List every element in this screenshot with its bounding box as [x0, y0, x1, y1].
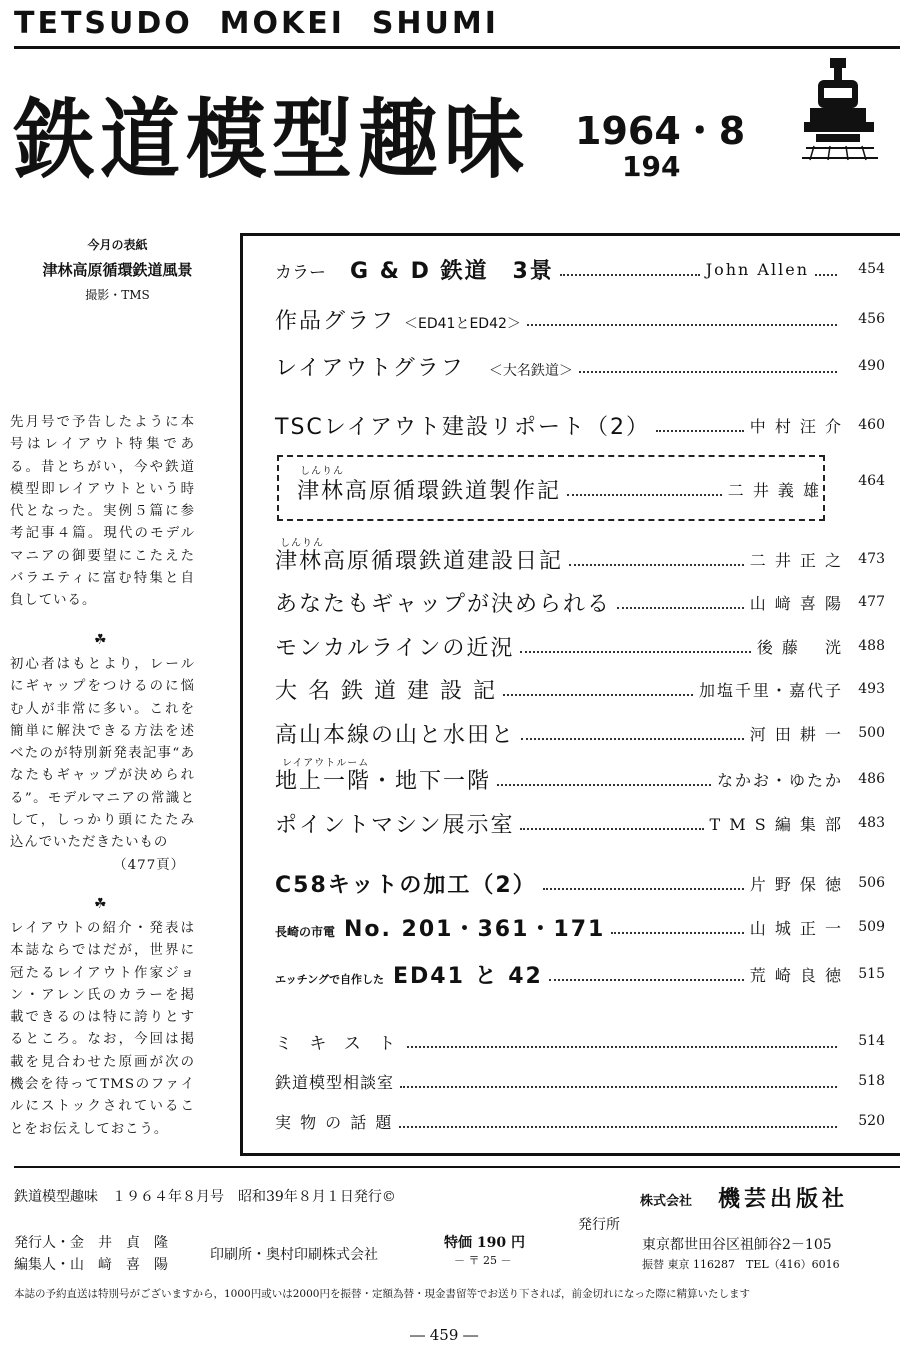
dot-leader	[520, 651, 750, 653]
toc-page: 506	[858, 875, 885, 891]
toc-title: あなたもギャップが決められる	[275, 591, 612, 617]
toc-page: 520	[858, 1113, 885, 1129]
toc-entry[interactable]	[275, 629, 885, 663]
toc-page: 464	[858, 473, 885, 489]
colophon-issue-line: 鉄道模型趣味 １９６４年８月号 昭和39年８月１日発行©	[14, 1189, 396, 1205]
toc-ruby: レイアウトルーム	[282, 758, 370, 769]
toc-title: モンカルラインの近況	[275, 635, 515, 661]
dot-leader	[503, 694, 693, 696]
publisher-address: 東京都世田谷区祖師谷2－105	[642, 1237, 832, 1253]
issue-date: 1964・8	[575, 109, 746, 153]
toc-title: TSCレイアウト建設リポート（2）	[275, 414, 651, 440]
publisher-type: 株式会社	[640, 1194, 693, 1209]
toc-page: 488	[858, 638, 885, 654]
toc-page: 460	[858, 417, 885, 433]
toc-author: John Allen	[705, 259, 809, 279]
toc-title: 津林高原循環鉄道製作記	[297, 478, 562, 504]
toc-entry[interactable]	[275, 408, 885, 442]
dot-leader	[400, 1086, 837, 1088]
publisher-contact: 振替 東京 116287 TEL（416）6016	[642, 1258, 840, 1271]
toc-title: ミ キ ス ト	[275, 1033, 402, 1054]
dot-leader	[407, 1046, 837, 1048]
toc-title: 長崎の市電 No. 201・361・171	[275, 916, 606, 942]
toc-ruby: しんりん	[280, 538, 324, 549]
dot-leader	[543, 888, 744, 890]
toc-entry[interactable]	[275, 252, 885, 286]
toc-entry[interactable]	[275, 957, 885, 991]
dot-leader	[617, 607, 744, 609]
price: 特価 190 円	[444, 1235, 525, 1251]
japanese-masthead: 鉄道模型趣味	[14, 89, 530, 190]
toc-author: 中 村 汪 介	[749, 416, 843, 436]
toc-author: 二 井 正 之	[749, 550, 843, 570]
cover-label: 今月の表紙	[87, 238, 148, 252]
publisher-person: 発行人・金 井 貞 隆	[14, 1235, 168, 1251]
dot-leader	[815, 274, 837, 276]
toc-title: 津林高原循環鉄道建設日記	[275, 548, 564, 574]
toc-entry[interactable]	[275, 1104, 885, 1138]
cover-info	[10, 236, 225, 303]
toc-title: エッチングで自作した ED41 と 42	[275, 963, 543, 989]
toc-page: 490	[858, 358, 885, 374]
toc-page: 486	[858, 771, 885, 787]
toc-entry[interactable]	[275, 1064, 885, 1098]
toc-author: 山 﨑 喜 陽	[749, 593, 843, 613]
editorial-paragraph-3: レイアウトの紹介・発表は本誌ならではだが，世界に冠たるレイアウト作家ジョン・アレン氏のカラーを掲載できるのは特に誇りとするところ。なお，今回は掲載を見合わせた原画が次の機会を待ってTMSのファイルにストックされていることをお伝えしておこう。	[10, 921, 195, 1137]
toc-author: 河 田 耕 一	[749, 724, 843, 744]
toc-entry[interactable]	[275, 806, 885, 840]
separator-icon: ☘	[94, 896, 107, 912]
publisher-name: 機芸出版社	[718, 1187, 849, 1212]
toc-author: T M S 編 集 部	[709, 814, 843, 834]
latin-masthead: TETSUDO MOKEI SHUMI	[14, 6, 499, 41]
toc-entry[interactable]	[275, 762, 885, 796]
toc-title: ポイントマシン展示室	[275, 812, 515, 838]
toc-author: 片 野 保 徳	[749, 874, 843, 894]
toc-entry[interactable]	[275, 910, 885, 944]
dot-leader	[567, 494, 722, 496]
postage: － 〒 25 －	[454, 1254, 512, 1267]
toc-title: 大 名 鉄 道 建 設 記	[275, 678, 497, 704]
toc-author: 二 井 義 雄	[727, 480, 821, 500]
issuer-label: 発行所	[578, 1217, 620, 1233]
toc-title: C58キットの加工（2）	[275, 872, 537, 898]
editorial-page-ref: （477頁）	[113, 857, 185, 873]
dot-leader	[521, 738, 744, 740]
toc-entry[interactable]	[275, 349, 885, 383]
dot-leader	[611, 932, 743, 934]
toc-entry[interactable]	[275, 542, 885, 576]
dot-leader	[399, 1126, 837, 1128]
toc-entry[interactable]	[275, 472, 885, 506]
steam-locomotive-logo-icon	[800, 54, 880, 164]
toc-author: 荒 崎 良 徳	[749, 965, 843, 985]
toc-entry[interactable]	[275, 716, 885, 750]
colophon-rule	[14, 1166, 900, 1168]
issue-number: 194	[622, 150, 681, 183]
dot-leader	[497, 784, 711, 786]
toc-page: 514	[858, 1033, 885, 1049]
separator-icon: ☘	[94, 632, 107, 648]
toc-author: 山 城 正 一	[749, 918, 843, 938]
toc-page: 483	[858, 815, 885, 831]
dot-leader	[560, 274, 700, 276]
toc-page: 493	[858, 681, 885, 697]
toc-page: 500	[858, 725, 885, 741]
toc-page: 515	[858, 966, 885, 982]
toc-author: 後 藤 洸	[756, 637, 843, 657]
editor-person: 編集人・山 﨑 喜 陽	[14, 1257, 168, 1273]
toc-title: カラー G & D 鉄道 3景	[275, 258, 554, 284]
toc-author: なかお・ゆたか	[716, 770, 843, 790]
cover-photo-credit: 撮影・TMS	[85, 288, 150, 302]
subscription-note: 本誌の予約直送は特別号がございますから，1000円或いは2000円を振替・定額為替・現金書留等でお送り下されば，前金切れになった際に精算いたします	[14, 1288, 750, 1300]
toc-page: 509	[858, 919, 885, 935]
toc-entry[interactable]	[275, 585, 885, 619]
dot-leader	[527, 324, 837, 326]
toc-page: 473	[858, 551, 885, 567]
dot-leader	[656, 430, 744, 432]
toc-author: 加塩千里・嘉代子	[698, 680, 843, 700]
toc-title: 作品グラフ ＜ED41とED42＞	[275, 308, 521, 334]
editorial-paragraph-1: 先月号で予告したように本号はレイアウト特集である。昔とちがい，今や鉄道模型即レイアウトという時代となった。実例５篇に参考記事４篇。現代のモデルマニアの御要望にこたえたバラエティに富む特集と自負している。	[10, 415, 195, 609]
page-number: ― 459 ―	[410, 1326, 479, 1344]
toc-page: 477	[858, 594, 885, 610]
toc-entry[interactable]	[275, 866, 885, 900]
editorial-paragraph-2	[10, 654, 195, 877]
toc-title: 地上一階・地下一階	[275, 768, 492, 794]
toc-page: 518	[858, 1073, 885, 1089]
toc-ruby: しんりん	[300, 466, 344, 477]
editorial-paragraph-2-text: 初心者はもとより，レールにギャップをつけるのに悩む人が非常に多い。これを簡単に解決できる方法を述べたのが特別新発表記事“あなたもギャップが決められる”。モデルマニアの常識として，しっかり頭にたたみ込んでいただきたいもの	[10, 657, 195, 851]
toc-entry[interactable]	[275, 1024, 885, 1058]
toc-page: 456	[858, 311, 885, 327]
cover-title: 津林高原循環鉄道風景	[42, 261, 193, 279]
toc-title: 鉄道模型相談室	[275, 1072, 395, 1092]
dot-leader	[549, 979, 744, 981]
dot-leader	[569, 564, 744, 566]
toc-title: 高山本線の山と水田と	[275, 722, 516, 748]
toc-entry[interactable]	[275, 302, 885, 336]
toc-title: レイアウトグラフ ＜大名鉄道＞	[275, 355, 573, 381]
toc-page: 454	[858, 261, 885, 277]
toc-title: 実 物 の 話 題	[275, 1112, 394, 1132]
masthead-rule	[14, 46, 900, 49]
printer: 印刷所・奥村印刷株式会社	[210, 1247, 378, 1263]
toc-entry[interactable]	[275, 672, 885, 706]
dot-leader	[520, 828, 703, 830]
dot-leader	[579, 371, 837, 373]
